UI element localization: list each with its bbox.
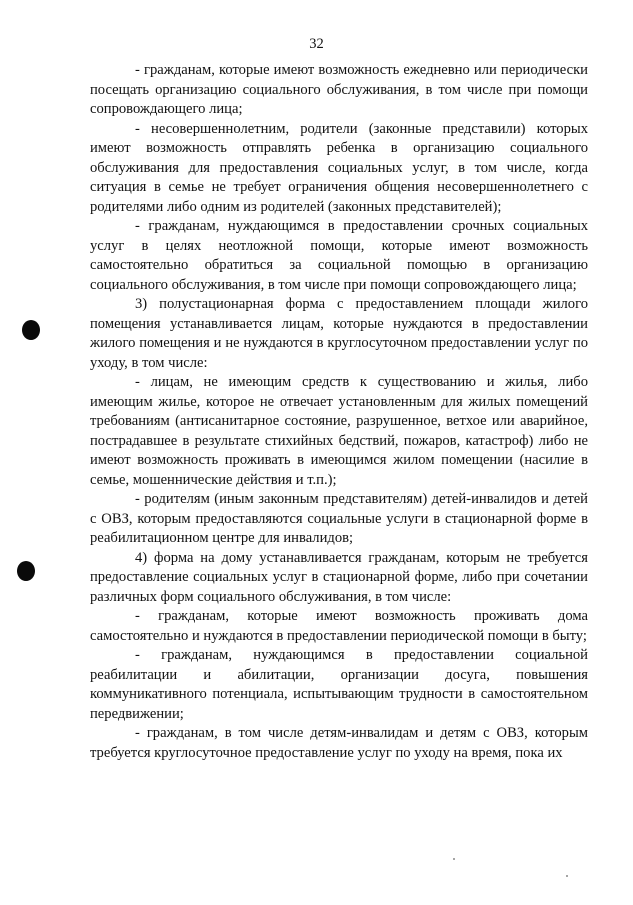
document-body — [90, 61, 588, 763]
paragraph: - родителям (иным законным представителям) детей-инвалидов и детей с ОВЗ, которым предоставляются социальные услуги в стационарной форме в реабилитационном центре для инвалидов; — [90, 491, 588, 546]
punch-hole-mark — [17, 561, 35, 581]
page-number: 32 — [309, 36, 324, 52]
paragraph: 3) полустационарная форма с предоставлением площади жилого помещения устанавливается лицам, которые нуждаются в предоставлении жилого помещения и не нуждаются в круглосуточном предоставлении услуг по уходу, в том числе: — [90, 296, 588, 371]
punch-hole-mark — [22, 320, 40, 340]
paragraph: - гражданам, которые имеют возможность ежедневно или периодически посещать организацию социального обслуживания, в том числе при помощи сопровождающего лица; — [90, 62, 588, 117]
paragraph: 4) форма на дому устанавливается гражданам, которым не требуется предоставление социальных услуг в стационарной форме, либо при сочетании различных форм социального обслуживания, в том числе: — [90, 549, 588, 605]
paragraph: - несовершеннолетним, родители (законные представили) которых имеют возможность отправлять ребенка в организацию социального обслуживания для предоставления социальных услуг, в том числе, когда ситуация в семье не требует ограничения общения несовершеннолетнего с родителями либо одним из родителей (законных представителей); — [90, 120, 588, 215]
paragraph: - лицам, не имеющим средств к существованию и жилья, либо имеющим жилье, которое не отвечает установленным для жилых помещений требованиям (антисанитарное состояние, разрушенное, ветхое или аварийное, пострадавшее в результате стихийных бедствий, пожаров, катастроф) либо не имеют возможность проживать в имеющимся жилом помещении (насилие в семье, мошеннические действия и т.п.); — [90, 374, 588, 488]
paragraph: - гражданам, нуждающимся в предоставлении срочных социальных услуг в целях неотложной помощи, которые имеют возможность самостоятельно обратиться за социальной помощью в организацию социального обслуживания, в том числе при помощи сопровождающего лица; — [90, 218, 588, 293]
scan-speck — [566, 875, 568, 877]
paragraph: - гражданам, в том числе детям-инвалидам и детям с ОВЗ, которым требуется круглосуточное предоставление услуг по уходу на время, пока их — [90, 725, 588, 761]
scan-speck — [453, 858, 455, 860]
paragraph: - гражданам, которые имеют возможность проживать дома самостоятельно и нуждаются в предоставлении периодической помощи в быту; — [90, 608, 588, 644]
paragraph: - гражданам, нуждающимся в предоставлении социальной реабилитации и абилитации, организации досуга, повышения коммуникативного потенциала, испытывающим трудности в самостоятельном передвижении; — [90, 647, 588, 722]
